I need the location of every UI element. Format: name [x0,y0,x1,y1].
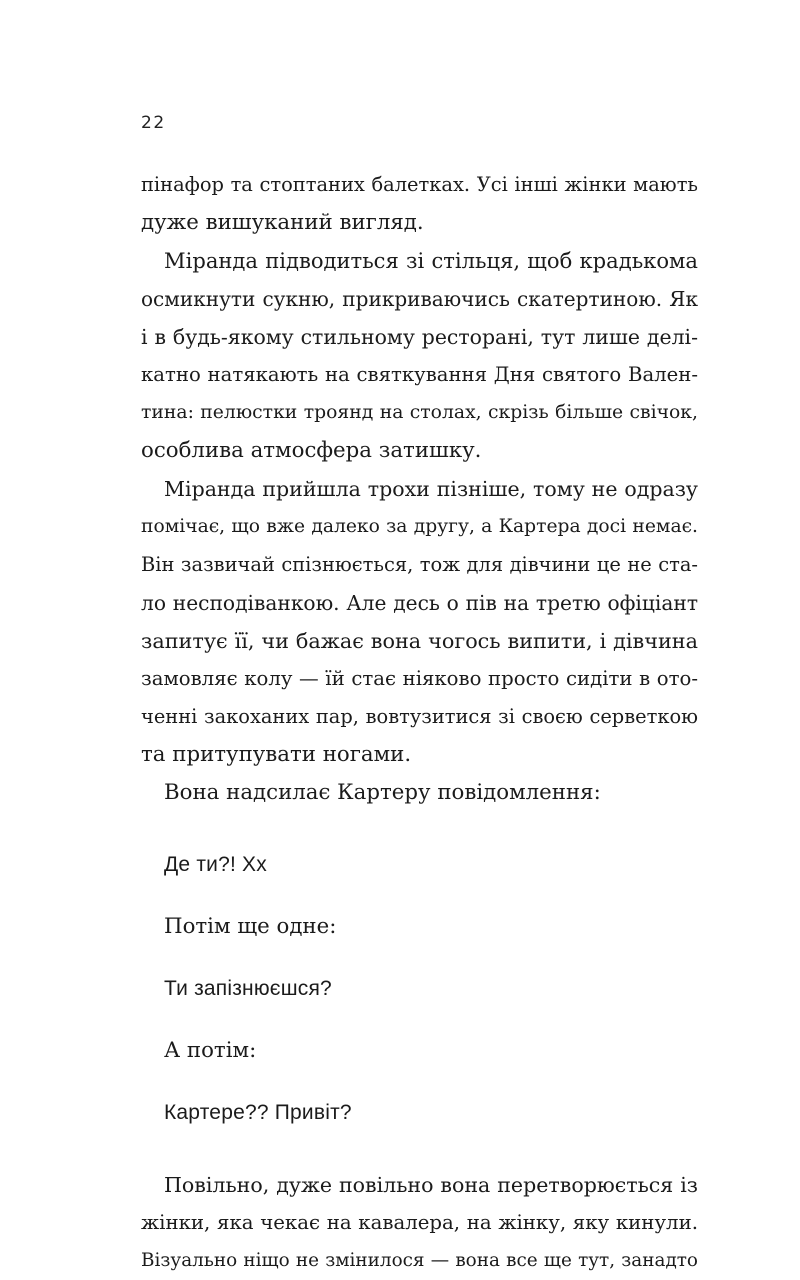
spacer [141,1008,698,1032]
spacer [141,1132,698,1166]
text-line: осмикнути сукню, прикриваючись скатертиною. Як [141,287,698,311]
text-line: пінафор та стоптаних балетках. Усі інші жінки мають [141,173,698,196]
text-line: запитує її, чи бажає вона чогось випити, і дівчина [141,629,698,653]
text-line: Візуально ніщо не змінилося — вона все ще тут, занадто [141,1250,698,1271]
text-line: тина: пелюстки троянд на столах, скрізь більше свічок, [141,402,698,423]
text-line: А потім: [164,1038,257,1063]
spacer [141,1070,698,1094]
spacer [141,884,698,908]
text-line: катно натякають на святкування Дня святого Вален- [141,363,698,386]
text-line: помічає, що вже далеко за другу, а Картера досі немає. [141,516,698,537]
spacer [141,812,698,846]
text-message: Картере?? Привіт? [164,1101,352,1124]
text-message: Де ти?! Хх [164,853,267,876]
text-line: жінки, яка чекає на кавалера, на жінку, яку кинули. [141,1211,698,1234]
text-line: особлива атмосфера затишку. [141,438,482,463]
text-message: Ти запізнюєшся? [164,977,332,1000]
text-line: Вона надсилає Картеру повідомлення: [164,780,601,805]
text-line: Повільно, дуже повільно вона перетворюється із [164,1173,698,1197]
body-text [141,166,698,1280]
spacer [141,946,698,970]
text-line: ченні закоханих пар, вовтузитися зі своєю серветкою [141,705,698,728]
text-line: Міранда прийшла трохи пізніше, тому не одразу [164,477,698,501]
text-line: Він зазвичай спізнюється, тож для дівчини це не ста- [141,553,698,576]
page-number: 22 [141,113,166,133]
text-line: і в будь-якому стильному ресторані, тут лише делі- [141,325,698,349]
text-line: замовляє колу — їй стає ніяково просто сидіти в ото- [141,667,698,690]
text-line: дуже вишуканий вигляд. [141,210,424,235]
text-line: та притупувати ногами. [141,742,412,767]
text-line: ло несподіванкою. Але десь о пів на третю офіціант [141,591,698,615]
text-line: Потім ще одне: [164,914,337,939]
text-line: Міранда підводиться зі стільця, щоб крадькома [164,248,698,273]
